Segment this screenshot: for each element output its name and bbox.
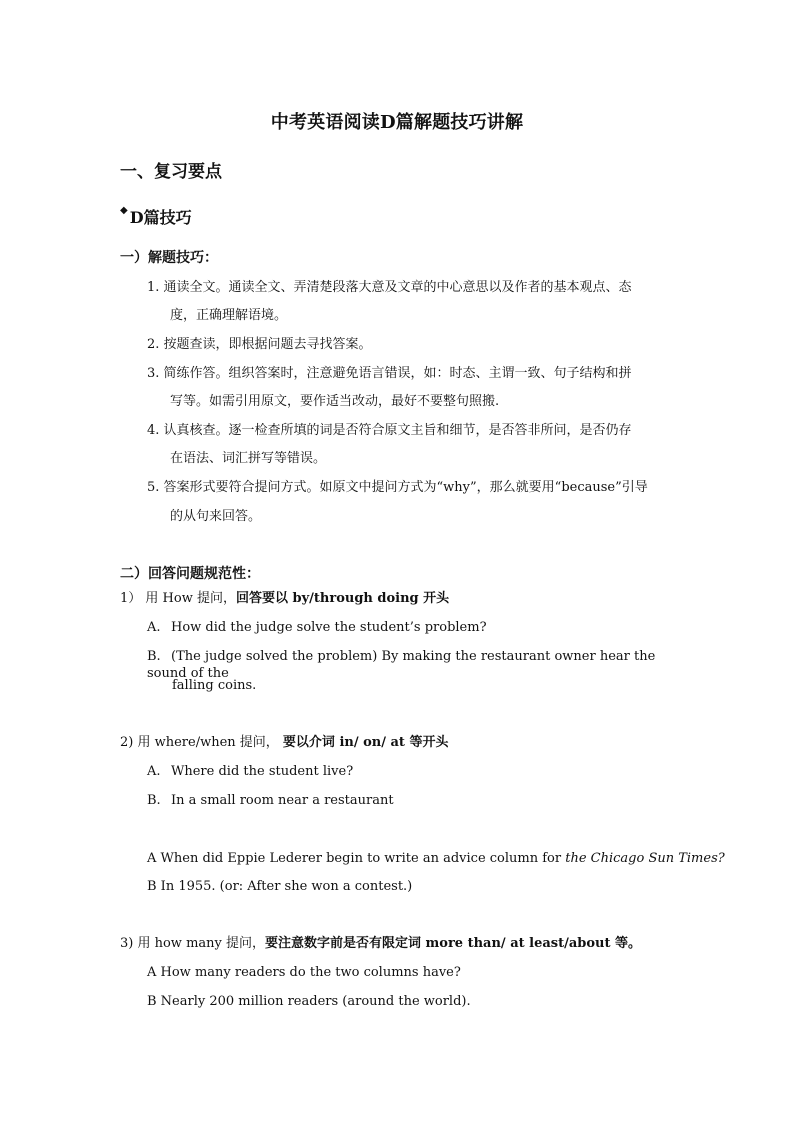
tip-3-line-2: 写等。如需引用原文，要作适当改动，最好不要整句照搬.	[170, 394, 500, 409]
rule-2-example-c	[147, 851, 725, 868]
rule-2	[120, 735, 448, 752]
rule-3-example-b: B Nearly 200 million readers (around the world).	[147, 994, 471, 1009]
tip-2-line-1: 2. 按题查读，即根据问题去寻找答案。	[147, 337, 372, 352]
rule-2-question-2-italic: the Chicago Sun Times?	[565, 851, 725, 866]
option-label-b: B.	[147, 649, 161, 664]
rule-1-prefix: 1） 用 How 提问，	[120, 591, 236, 606]
tip-4-line-2: 在语法、词汇拼写等错误。	[170, 451, 327, 466]
rule-2-prefix: 2) 用 where/when 提问，	[120, 735, 283, 750]
tip-1-line-1: 1. 通读全文。通读全文、弄清楚段落大意及文章的中心意思以及作者的基本观点、态	[147, 280, 632, 295]
tip-5-line-1: 5. 答案形式要符合提问方式。如原文中提问方式为“why”，那么就要用“because”引导	[147, 480, 648, 495]
rule-3-prefix: 3) 用 how many 提问，	[120, 936, 265, 951]
rule-1-answer-cont: falling coins.	[172, 678, 257, 693]
section-heading-d-skills-text: D篇技巧	[129, 208, 192, 227]
option-label-a: A.	[147, 620, 161, 635]
rule-2-example-d: B In 1955. (or: After she won a contest.)	[147, 879, 413, 894]
rule-2-question-2: A When did Eppie Lederer begin to write an advice column for	[147, 851, 566, 866]
rule-2-example-b	[147, 793, 394, 810]
tip-1-line-2: 度，正确理解语境。	[170, 308, 288, 323]
rule-1-answer: (The judge solved the problem) By making the restaurant owner hear the sound of the	[147, 649, 656, 681]
page-title: 中考英语阅读D篇解题技巧讲解	[270, 112, 524, 133]
subheading-answer-norms: 二）回答问题规范性：	[120, 566, 260, 582]
rule-2-answer: In a small room near a restaurant	[171, 793, 394, 808]
rule-2-question: Where did the student live?	[171, 764, 354, 779]
option-label-a: A.	[147, 764, 161, 779]
rule-2-emphasis: 要以介词 in/ on/ at 等开头	[282, 735, 449, 750]
rule-2-example-a	[147, 764, 353, 781]
tip-4-line-1: 4. 认真核查。逐一检查所填的词是否符合原文主旨和细节，是否答非所问，是否仍存	[147, 423, 632, 438]
tip-3-line-1: 3. 简练作答。组织答案时，注意避免语言错误，如：时态、主谓一致、句子结构和拼	[147, 366, 632, 381]
diamond-bullet-icon: ◆	[120, 205, 128, 216]
tip-5-line-2: 的从句来回答。	[170, 509, 262, 524]
rule-3	[120, 936, 641, 953]
rule-1-example-a	[147, 620, 487, 637]
option-label-b: B.	[147, 793, 161, 808]
rule-3-example-a: A How many readers do the two columns have?	[147, 965, 461, 980]
rule-1-emphasis: 回答要以 by/through doing 开头	[235, 591, 450, 606]
subheading-solving-tips: 一）解题技巧：	[120, 250, 218, 266]
rule-1	[120, 591, 449, 608]
section-heading-review-points: 一、复习要点	[120, 162, 222, 182]
rule-3-emphasis: 要注意数字前是否有限定词 more than/ at least/about 等。	[265, 936, 642, 951]
section-heading-d-skills	[120, 205, 192, 228]
rule-1-question: How did the judge solve the student’s problem?	[171, 620, 487, 635]
